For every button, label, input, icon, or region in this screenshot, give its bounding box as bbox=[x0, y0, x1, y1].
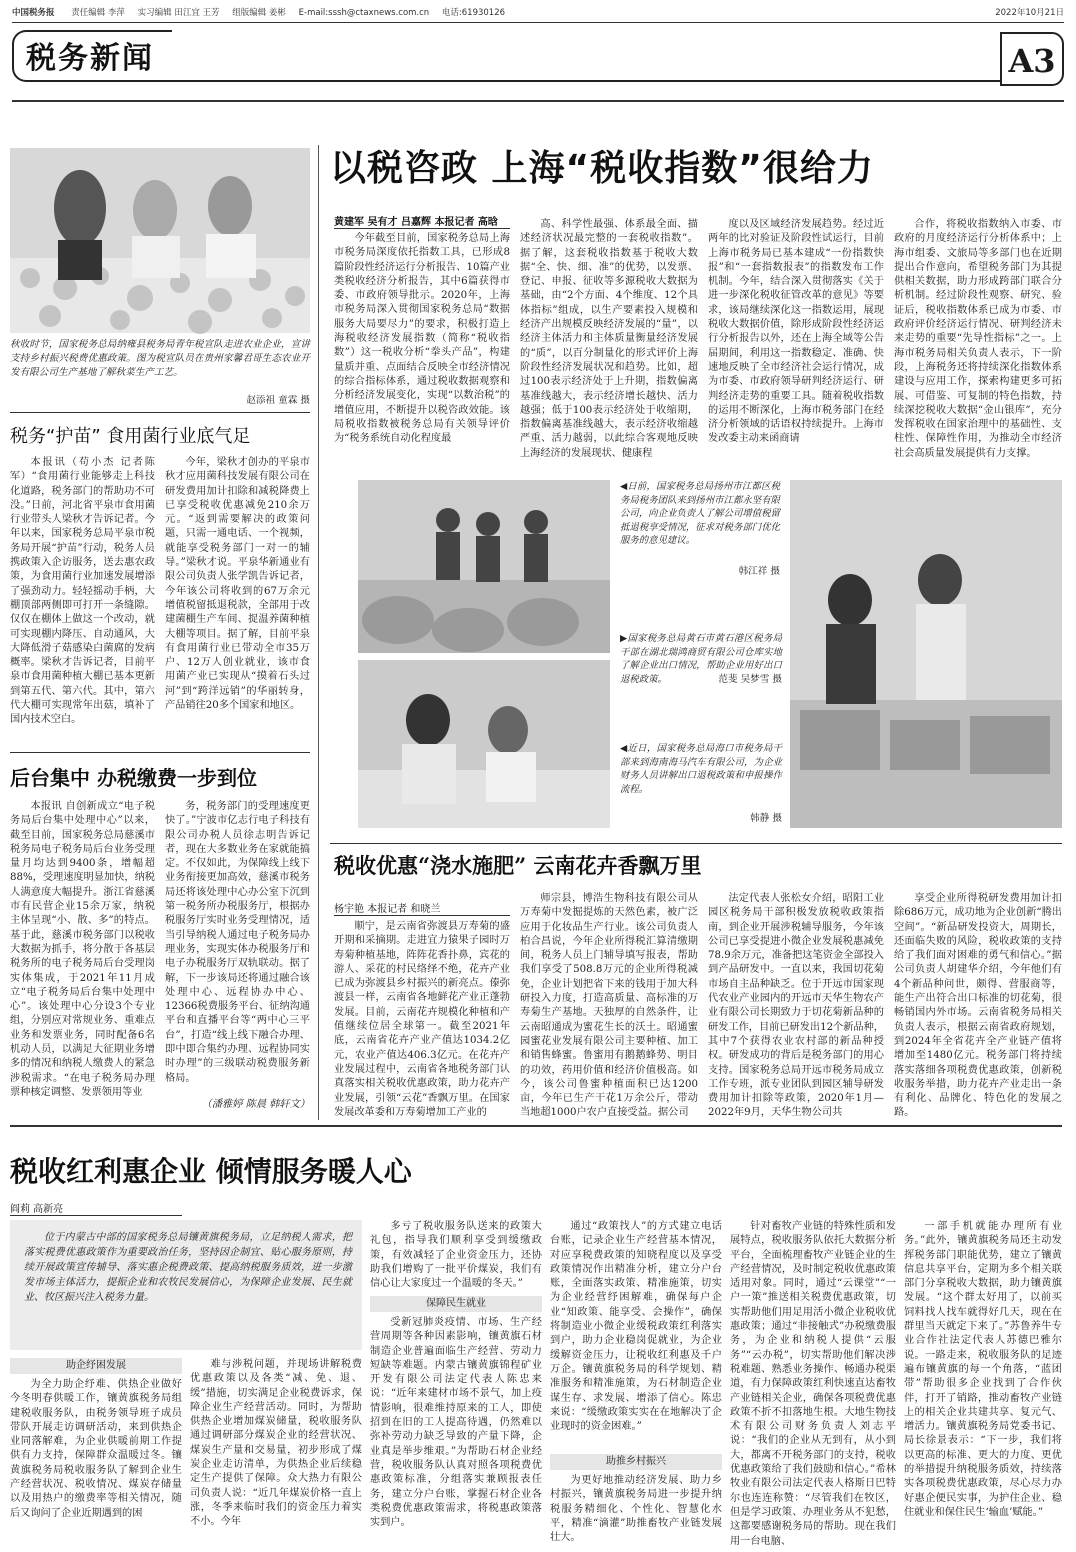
photo-greenhouse-caption: 秋收时节，国家税务总局纳雍县税务局青年税宣队走进农业企业，宣讲支持乡村振兴税费优惠政策。图为税宣队员在贵州家馨君哥生态农业开发有限公司生产基地了解秋菜生产工艺。 bbox=[10, 339, 310, 378]
yunnan-col2-text: 师宗县，博浩生物科技有限公司从万寿菊中发掘提炼的天然色素，被广泛应用于化妆品生产行业。该公司负责人柏合昌说，今年企业所得税汇算清缴期间，税务人员上门辅导填写报表，帮助我们享受了508.8万元的企业所得税减免，企业计划把省下来的钱用于加大科研投入力度，打造高质量、高标准的万寿菊生产基地。天独厚的自然条件，让云南昭通成为蜜花生长的沃土。昭通蜜园蜜花业发展有限公司主要种植、加工和销售蜂蜜。鲁蜜用有鹅鹅蜂势、明目的功效，药用价值和经济价值极高。如今，该公司鲁蜜种植面积已达1200亩，今年已生产干花1万余公斤，带动当地超1000户农户直接受益。据公司 bbox=[520, 893, 698, 1119]
yunnan-col3-text: 法定代表人张松女介绍，昭阳工业园区税务局干部积极发放税收政策指南，到企业开展涉税辅导服务，今年该公司已享受提进小微企业发展税惠减免78.9余万元，准备把这笔资金全部投入到产品研发中。一直以来，我国切花菊市场自主品种缺乏。位于开远市国家现代农业产业园内的开远市天华生物农产业有限公司长期致力于切花菊新品种的研发工作，目前已研发出12个新品种，其中7个获得农业农村部的新品种授权。研发成功的背后是税务部门的用心支持。国家税务总局开远市税务局成立工作专班，派专业团队到园区辅导研发费用加计扣除等政策，2020年1月—2022年9月，天华生物公司共 bbox=[708, 893, 884, 1119]
mongolia-col4b-text: 为更好地推动经济发展、助力乡村振兴，镶黄旗税务局进一步提升纳税服务精细化、个性化、智慧化水平，精准“滴灌”助推畜牧产业链发展壮大。 bbox=[550, 1475, 722, 1544]
mongolia-col3a-text: 多亏了税收服务队送来的政策大礼包，指导我们顺利享受到缓缴政策，有效减轻了企业资金压力，还协助我们增购了一批平价煤炭，我们有信心让大家度过一个温暖的冬天。” bbox=[370, 1221, 542, 1290]
index-col3-text: 度以及区域经济发展趋势。经过近两年的比对验证及阶段性试运行，目前上海市税务局已基本建成“一份指数快报”和“一套指数报表”的指数发布工作机制。今年，结合深入贯彻落实《关于进一步深化税收征管改革的意见》等要求，该局继续深化这一指数运用，展现税收大数据价值，除形成阶段性经济运行分析报告以外，还在上海全域等公告届期间，利用这一指数稳定、准确、快速地反映了全市经济社会运行情况，成为市委、市政府领导研判经济运行、研判经济走势的重要工具。随着税收指数的运用不断深化，上海市税务部门在经济分析领域的话语权持续提升。上海市发改委主动来函商请 bbox=[708, 219, 884, 445]
issue-date: 2022年10月21日 bbox=[995, 8, 1064, 18]
index-col2 bbox=[520, 218, 698, 459]
yunnan-col4-text: 享受企业所得税研发费用加计扣除686万元，成功地为企业创新“腾出空间”。“新品研发投资大，周期长，还面临失败的风险，税收政策的支持给了我们面对困难的勇气和信心。”据公司负责人胡建华介绍，今年他们有4个新品种问世，颇得、营服商等，能生产出符合出口标准的切花菊，很畅销国内外市场。云南省税务局相关负责人表示，根据云南省政府规划，到2024年全省花卉全产业链产值将增加至1480亿元。税务部门将持续落实落细各项税费优惠政策，创新税收服务举措，助力花卉产业走出一条有利化、品牌化、特色化的发展之路。 bbox=[894, 893, 1062, 1119]
mongolia-col4a bbox=[550, 1220, 722, 1452]
top-rule bbox=[12, 22, 1064, 23]
yunnan-col3 bbox=[708, 892, 884, 1119]
mongolia-col1-text: 为全力助企纾难、供热企业做好今冬明春供暖工作，镶黄旗税务局组建税收服务队，由税务领导班子成员带队开展走访调研活动，来到供热企业同落解难，为企业供暖前期工作提供有力支持，保障群众温暖过冬。镶黄旗税务局税收服务队了解到企业生产经营状况、税收情况、煤炭存储量以及用热户的缴费率等相关情况，随后又询问了企业近期遇到的困 bbox=[10, 1379, 182, 1519]
mongolia-lead: 位于内蒙古中部的国家税务总局镶黄旗税务局，立足纳税人需求，把落实税费优惠政策作为重要政治任务，坚持因企制宜、贴心服务原则，持续开展政策宣传辅导、落实惠企税费政策、提高纳税服务质效，进一步激发市场主体活力，提振企业和农牧民发展信心，为保障企业发展、民生就业、牧区振兴注入税务力量。 bbox=[24, 1232, 352, 1303]
mushroom-col1 bbox=[10, 456, 155, 742]
mongolia-col3a bbox=[370, 1220, 542, 1292]
backend-col1 bbox=[10, 800, 155, 1110]
photo-factory-caption: ◀日前，国家税务总局扬州市江都区税务局税务团队来到扬州市江都永坚有限公司，向企业负责人了解公司增值税留抵退税享受情况，征求对税务部门优化服务的意见建议。 bbox=[620, 481, 780, 546]
mongolia-col1 bbox=[10, 1378, 182, 1546]
index-headline: 以税咨政 上海“税收指数”很给力 bbox=[330, 148, 874, 189]
photo-auto-credit: 韩静 摄 bbox=[750, 813, 782, 824]
backend-credit: （潘雅婷 陈晨 韩轩文） bbox=[201, 1099, 310, 1110]
backend-col2-text: 务，税务部门的受理速度更快了。”宁波市亿志行电子科技有限公司办税人员徐志明告诉记者，现在大多数业务在家就能搞定。不仅如此，为保障线上线下业务衔接更加高效，慈溪市税务局还将该处理中心办公室下沉到第一税务所办税服务厅，根据办税服务厅实时业务受理情况，适当引导纳税人通过电子税务局办理业务，实现实体办税服务厅和电子办税服务厅双轨联动。据了解，下一步该局还将通过融合该处理中心、远程协办中心、12366税费服务平台、征纳沟通平台和直播平台等“两中心三平台”，打造“线上线下融合办理、即中即合集约办理、远程协同实时办理”的三级联动税费服务新格局。 bbox=[165, 801, 310, 1084]
yunnan-col1 bbox=[334, 920, 510, 1118]
index-col3 bbox=[708, 218, 884, 456]
photo-auto-caption: ◀近日，国家税务总局海口市税务局干部来到海南海马汽车有限公司，为企业财务人员讲解出口退税政策和申报操作流程。 bbox=[620, 743, 782, 795]
mongolia-col6-text: 一部手机就能办理所有业务。”此外，镶黄旗税务局还主动发挥税务部门职能优势，建立了镶黄信息共享平台，定期为多个相关联部门分享税收大数据，助力镶黄旗发展。“这个群太好用了，以前买饲料找人找车就得好几天，现在在群里当天就定下来了。”苏鲁养牛专业合作社法定代表人苏德巴雅尔说。一路走来，税收服务队的足迹遍布镶黄旗的每一个角落，“蓝团带”帮助很多企业找到了合作伙伴，打开了销路，推动畜牧产业链上的相关企业共建共享、复元气、增活力。镶黄旗税务局党委书记、局长徐景表示：“下一步，我们将以更高的标准、更大的力度、更优的举措提升纳税服务质效，持续落实各项税费优惠政策，尽心尽力办好惠企便民实事，为护住企业、稳住就业和保住民生‘输血’赋能。” bbox=[904, 1221, 1062, 1518]
masthead-bar bbox=[12, 6, 1064, 20]
divider bbox=[10, 752, 310, 753]
left-column-rule bbox=[318, 145, 319, 1120]
mongolia-headline: 税收红利惠企业 倾情服务暖人心 bbox=[10, 1155, 412, 1188]
layout-editor: 组版编辑 姜彬 bbox=[232, 8, 286, 18]
mongolia-lead-box bbox=[10, 1220, 362, 1350]
page-number: A3 bbox=[1008, 42, 1056, 80]
mongolia-col3b-text: 受新冠肺炎疫情、市场、生产经营周期等各种因素影响，镶黄旗石材制造企业普遍面临生产经营、劳动力短缺等难题。内蒙古镶黄旗锦程矿业开发有限公司法定代表人陈忠来说：“近年来建材市场不景气，加上疫情影响，很难维持原来的工人，即使招到在旧的工人提高待遇，仍然难以弥补劳动力缺乏导致的产量下降，企业真是举步维艰。”为帮助石材企业经营，税收服务队认真对照各项税费优惠政策标准，分组落实兼顾报表任务，建立分户台账，掌握石材企业各类税费优惠政策需求，将税惠政策落实到户。 bbox=[370, 1317, 542, 1529]
index-col4 bbox=[894, 218, 1062, 459]
photo-greenhouse-credit: 赵添祖 童霖 摄 bbox=[246, 395, 310, 406]
yunnan-col1-text: 顺宁，是云南省弥渡县万寿菊的盛开期和采摘期。走进宜力猿果子园时万寿菊种植基地，阵阵花香扑鼻，宾花的游人、采花的村民络绎不绝，花卉产业已成为弥渡县乡村振兴的新亮点。傣弥渡县一样，云南省各地鲜花产业正蓬勃发展。目前，云南花卉规模化种植和产值继续位居全球第一。截至2021年底，云南省花卉产业产值达1034.2亿元，农业产值达406.3亿元。在花卉产业发展过程中，云南省各地税务部门认真落实相关税收优惠政策，助力花卉产业发展，引领“云花”香飘万里。在国家发展改革委和万寿菊增加工产业的 bbox=[334, 921, 510, 1118]
mongolia-col4b bbox=[550, 1474, 722, 1546]
photo-warehouse-caption: ▶国家税务总局黄石市黄石港区税务局干部在湖北瑞鸿商贸有限公司仓库实地了解企业出口情况，帮助企业用好出口退税政策。 bbox=[620, 633, 782, 685]
mongolia-col2-text: 难与涉税问题，并现场讲解税费优惠政策以及各类“减、免、退、缓”措施，切实满足企业税费诉求，保障企业生产经营活动。同时，为帮助供热企业增加煤炭储量，税收服务队通过调研部分煤炭企业的经营状况、煤炭生产量和交易量，初步形成了煤炭企业走访清单，为供热企业后续稳定生产提供了保障。众大热力有限公司负责人说：“近几年煤炭价格一直上涨，冬季来临时我们的资金压力着实不小。今年 bbox=[190, 1359, 362, 1528]
phone: 电话:61930126 bbox=[441, 8, 506, 18]
mongolia-subhead-3: 助推乡村振兴 bbox=[550, 1454, 722, 1470]
yunnan-byline: 杨宇艳 本报记者 和晓兰 bbox=[334, 904, 441, 915]
mushroom-col2-text: 今年，梁秋才创办的平泉市秋才应用菌科技发展有限公司在研发费用加计扣除和减税降费上已享受税收优惠减免210余万元。“返到需要解决的政策问题，只需一通电话、一个视频，就能享受税务部门一对一的辅导。”梁秋才说。平泉华新通业有限公司负责人张学凯告诉记者，今年该公司将收到的67万余元增值税留抵退税款，全部用于改建菌棚生产车间、捉温养菌种植大棚等项目。据了解，目前平泉有食用菌行业已带动全市35万户、12万人创业就业，该市食用菌产业已实现从“摸着石头过河”到“跨洋远销”的华丽转身，产品销往20多个国家和地区。 bbox=[165, 457, 310, 712]
mushroom-col1-text: 本报讯（苟小杰 记者陈军）“食用菌行业能够走上科技化道路，税务部门的帮助功不可没。”日前，河北省平泉市食用菌行业带头人梁秋才告诉记者。今年以来，国家税务总局平泉市税务局开展“护苗”行动，税务人员携政策入企访服务，送去惠农政策，为食用菌行业加速发展增添了强劲动力。轻轻摇动手柄，大棚顶部两侧即可打开一条缝隙。仅仅在棚体上做这一个改动，就可实现棚内降压、自动通风，大大降低滑子菇感染白菌腐的发病概率。梁秋才告诉记者，目前平泉市食用菌种植大棚已基本更新到第五代、第六代。其中，第六代大棚可实现常年出菇，填补了国内技术空白。 bbox=[10, 457, 155, 726]
bottom-section-rule bbox=[10, 1125, 1062, 1127]
backend-col2 bbox=[165, 800, 310, 1096]
mongolia-col5-text: 针对畜牧产业链的特殊性质和发展特点，税收服务队依托大数据分析平台，全面梳理畜牧产业链企业的生产经营情况，及时制定税收优惠政策适用对象。同时，通过“云课堂”“一户一策”推送相关税费优惠政策，切实帮助他们用足用活小微企业税收优惠政策；通过“非接触式”办税缴费服务，为企业和纳税人提供“云服务”“云办税”，切实帮助他们解决涉税难题、熟悉业务操作、畅通办税渠道，有力保障政策红利快速直达畜牧产业链相关企业，确保各项税费优惠政策不折不扣落地生根。大地生物技术有限公司财务负责人刘志平说：“我们的企业从无到有，从小到大，都离不开税务部门的支持，税收优惠政策给了我们鼓励和信心。”希林牧业有限公司法定代表人格斯日巴特尔也连连称赞：“尽管我们在牧区，但是学习政策、办理业务从不犯愁，这都要感谢税务局的帮助。现在我们用一台电脑、 bbox=[730, 1221, 896, 1547]
editor: 责任编辑 李萍 bbox=[71, 8, 125, 18]
intern-editor: 实习编辑 田江宜 王芳 bbox=[137, 8, 220, 18]
mongolia-col5 bbox=[730, 1220, 896, 1546]
photo-greenhouse bbox=[10, 148, 310, 333]
divider bbox=[10, 412, 310, 413]
photo-auto-company bbox=[358, 660, 610, 828]
header-rule bbox=[12, 100, 1064, 102]
byline-underline bbox=[334, 228, 510, 229]
divider bbox=[330, 843, 1062, 844]
photo-factory-visit bbox=[358, 480, 610, 653]
photo-warehouse bbox=[790, 480, 1062, 828]
backend-headline: 后台集中 办税缴费一步到位 bbox=[10, 766, 257, 790]
yunnan-col2 bbox=[520, 892, 698, 1119]
index-col1 bbox=[334, 232, 510, 456]
byline-underline bbox=[10, 1215, 182, 1216]
email: E-mail:sssh@ctaxnews.com.cn bbox=[298, 8, 430, 18]
mongolia-col4a-text: 通过“政策找人”的方式建立电话台账，记录企业生产经营基本情况，对应享税费政策的知晓程度以及享受政策情况作出精准分析，建立分户台账，全面落实政策、精准施策，切实为企业经营纾困解难，确保每户企业“知政策、能享受、会操作”，确保将制造业小微企业缓税政策红利落实到户，助力企业稳岗促就业，为企业缓解资金压力，让税收红利惠及千户万企。镶黄旗税务局的科学规划、精准服务和精准施策，为石材制造企业谋生存、求发展、增添了信心。陈忠来说：“缓缴政策实实在在地解决了企业现时的资金困难。” bbox=[550, 1221, 722, 1433]
section-underline bbox=[170, 80, 1000, 82]
byline-underline bbox=[334, 915, 510, 916]
paper-name: 中国税务报 bbox=[12, 8, 55, 18]
mongolia-col6 bbox=[904, 1220, 1062, 1546]
mongolia-subhead-2: 保障民生就业 bbox=[370, 1296, 542, 1312]
photo-warehouse-credit: 范斐 吴梦雪 摄 bbox=[718, 674, 782, 685]
mushroom-headline: 税务“护苗” 食用菌行业底气足 bbox=[10, 426, 251, 447]
index-col4-text: 合作，将税收指数纳入市委、市政府的月度经济运行分析体系中；上海市组委、文旅局等多部门也在近期提出合作意向，希望税务部门为其提供相关数据，助力形成跨部门联合分析机制。经过阶段性观察、研究、验证后，税收指数体系已成为市委、市政府评价经济运行情况、研判经济未来走势的重要“先导性指标”之一。上海市税务局相关负责人表示，下一阶段，上海税务还将持续深化指数体系建设与应用工作，探索构建更多可拓展、可借鉴、可复制的特色指数，持续深挖税收大数据“金山银库”，充分发挥税收在国家治理中的基础性、支柱性、保障性作用，为推动全市经济社会高质量发展提供有力支撑。 bbox=[894, 219, 1062, 459]
mongolia-subhead-1: 助企纾困发展 bbox=[10, 1358, 182, 1374]
yunnan-headline: 税收优惠“浇水施肥” 云南花卉香飘万里 bbox=[334, 853, 702, 878]
mushroom-col2 bbox=[165, 456, 310, 742]
index-col1-text: 今年截至目前，国家税务总局上海市税务局深度依托指数工具，已形成8篇阶段性经济运行分析报告、10篇产业类税收经济分析报告，其中6篇获得市委、市政府领导批示。2020年，上海市税务局深入贯彻国家税务总局“数据服务大局要尽力”的要求，积极打造上海税收经济发展指数（简称“税收指数”）这一税收分析“拳头产品”，构建量质并重、点面结合反映全市经济情况的综合指标体系，通过税收数据观察和分析经济发展变化，实现“以数治税”的增值应用，不断提升以税咨政效能。该局税收指数被税务总局有关领导评价为“税务系统自动化程度最 bbox=[334, 233, 510, 445]
section-title: 税务新闻 bbox=[26, 41, 154, 76]
mongolia-col3b bbox=[370, 1316, 542, 1546]
mongolia-byline: 阎莉 高新亮 bbox=[10, 1204, 64, 1215]
yunnan-col4 bbox=[894, 892, 1062, 1119]
photo-factory-credit: 韩江祥 摄 bbox=[738, 566, 780, 577]
index-byline: 黄建军 吴有才 吕嘉辉 本报记者 高晗 bbox=[334, 217, 498, 228]
mongolia-col2 bbox=[190, 1358, 362, 1546]
index-col2-text: 高、科学性最强、体系最全面、描述经济状况最完整的一套税收指数”。据了解，这套税收指数基于税收大数据“全、快、细、准”的优势，以发票、登记、申报、征收等多源税收大数据为基础，由“2个方面、4个维度、12个具体指标”组成，以生产要素投入规模和经济产出规模反映经济发展的“量”，以经济主体活力和主体质量衡量经济发展的“质”，以百分制量化的形式评价上海阶段性经济发展状况和趋势。比如，超过100表示经济处于上升期，指数偏离基准线越大，表示经济增长越快、活力越强；低于100表示经济处于收缩期，指数偏离基准线越大，表示经济收缩越严重、活力越弱，以此综合客观地反映上海经济的发展现状、健康程 bbox=[520, 219, 698, 459]
backend-col1-text: 本报讯 自创新成立“电子税务局后台集中处理中心”以来，截至目前，国家税务总局慈溪市税务局电子税务局后台业务受理量月均达到9400条，增幅超88%，受理速度明显加快，纳税人满意度大幅提升。浙江省慈溪市有民营企业15余万家，纳税主体呈现“小、散、多”的特点。基于此，慈溪市税务部门以税收大数据为抓手，将分散于各基层税务所的电子税务局后台受理岗实体集成，于2021年11月成立“电子税务局后台集中处理中心”。该处理中心分设3个专业组，分别应对常规业务、重难点业务和发票业务，同时配备6名机动人员，以满足大征期业务增多的情况和纳税人缴费人的紧急涉税需求。“在电子税务局办理票种核定调整、发票领用等业 bbox=[10, 801, 155, 1098]
